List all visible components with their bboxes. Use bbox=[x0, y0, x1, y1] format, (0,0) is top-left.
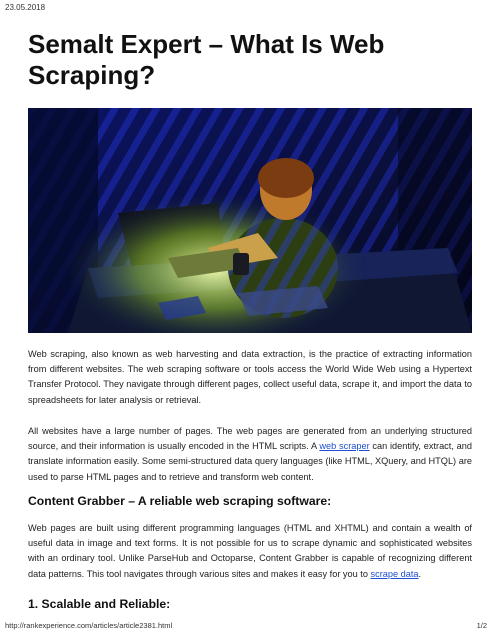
page-number: 1/2 bbox=[476, 621, 487, 630]
paragraph-content-grabber bbox=[28, 521, 472, 582]
section-heading-content-grabber: Content Grabber – A reliable web scraping software: bbox=[28, 494, 332, 508]
page-title: Semalt Expert – What Is Web Scraping? bbox=[28, 29, 385, 90]
paragraph-intro: Web scraping, also known as web harvesting and data extraction, is the practice of extracting information from different websites. The web scraping software or tools access the World Wide Web using a Hypertext Transfer Protocol. They navigate through different pages, collect useful data, scrape it, and import the data to spreadsheets for later analysis or retrieval. bbox=[28, 349, 472, 405]
scrape-data-link[interactable]: scrape data bbox=[370, 568, 419, 579]
hero-image bbox=[28, 108, 472, 333]
paragraph-content-grabber-text: Web pages are built using different programming languages (HTML and XHTML) and contain a wealth of useful data in image and text forms. It is not possible for us to scrape dynamic and sophisticated websites with an ordinary tool. Unlike ParseHub and Octoparse, Content Grabber is capable of recognizing different data patterns. This tool navigates through various sites and makes it easy for you to bbox=[28, 523, 472, 579]
section-heading-scalable: 1. Scalable and Reliable: bbox=[28, 597, 171, 611]
paragraph-pages bbox=[28, 424, 472, 485]
paragraph-content-grabber-end: . bbox=[418, 568, 422, 579]
web-scraper-link[interactable]: web scraper bbox=[319, 441, 370, 452]
paragraph-pages-text-end: can identify, extract, and translate information easily. Some semi-structured data query languages (like HTML, XQuery, and HTQL) are used to parse HTML pages and to retrieve and transform web content. bbox=[28, 441, 472, 482]
document-date: 23.05.2018 bbox=[5, 3, 46, 12]
footer-url: http://rankexperience.com/articles/article2381.html bbox=[5, 621, 173, 630]
paragraph-pages-text: All websites have a large number of pages. The web pages are generated from an underlying structured source, and their information is usually encoded in the HTML scripts. A bbox=[28, 426, 472, 452]
